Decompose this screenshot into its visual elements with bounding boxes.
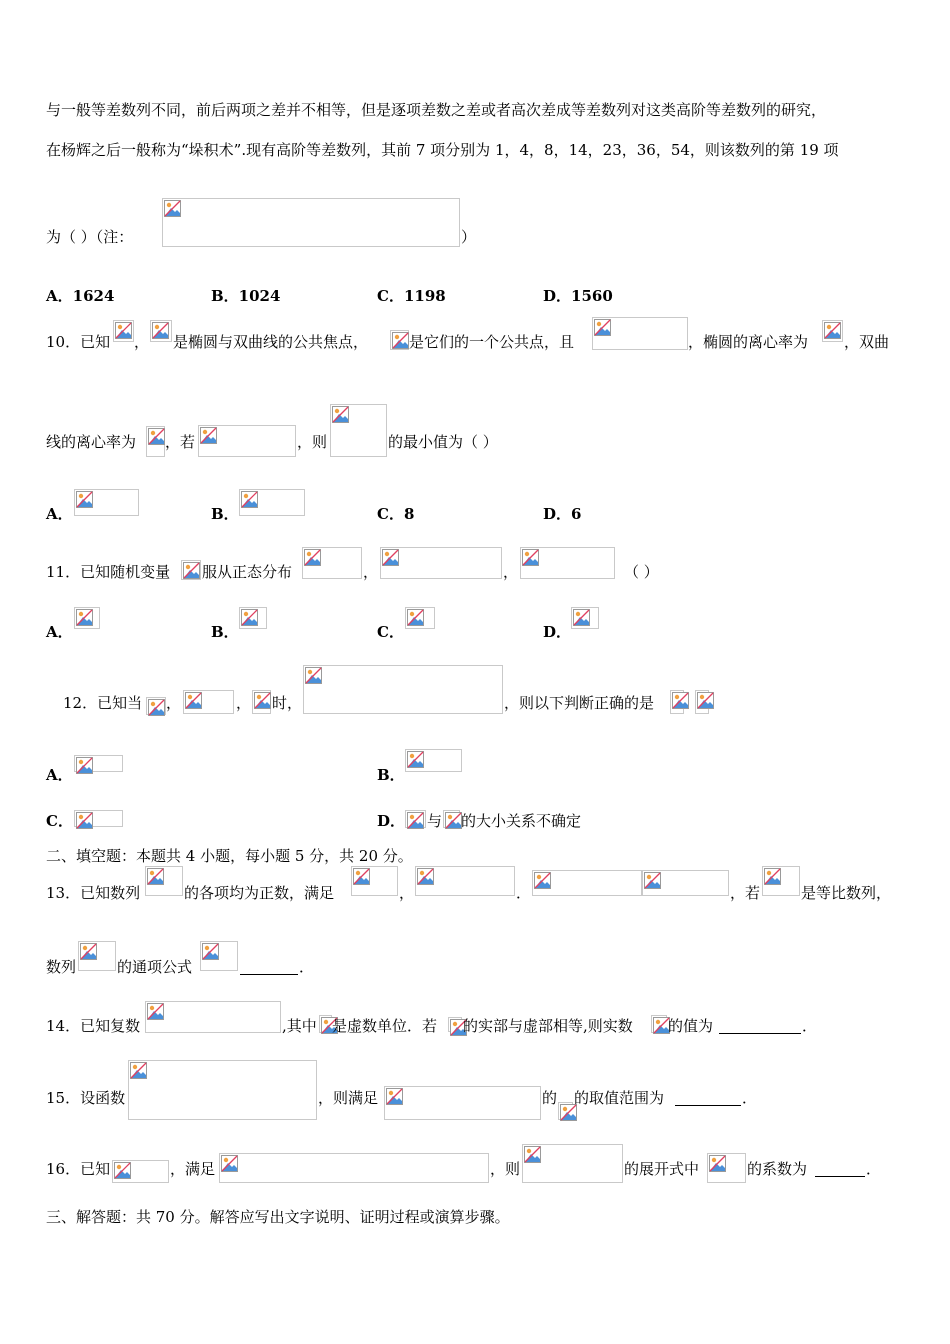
q10-option-a: A． (46, 505, 73, 523)
formula-image (558, 1102, 573, 1120)
formula-image (78, 941, 116, 971)
q13-line2-b: 的通项公式 (117, 958, 193, 976)
broken-image-icon (353, 868, 370, 885)
q12-option-d-text-b: 的大小关系不确定 (461, 812, 582, 830)
formula-image (145, 1001, 281, 1033)
broken-image-icon (305, 667, 322, 684)
formula-image (112, 1160, 169, 1183)
q10-text4: ，双曲 (844, 333, 890, 351)
formula-image (443, 810, 460, 828)
q13-comma: ， (399, 884, 415, 902)
formula-image (670, 690, 684, 714)
broken-image-icon (594, 319, 611, 336)
broken-image-icon (200, 427, 217, 444)
q9-line3-start: 为（ ）（注： (46, 228, 134, 246)
broken-image-icon (185, 692, 202, 709)
q12-comma: ， (236, 694, 252, 712)
q16-text2: ，满足 (170, 1160, 216, 1178)
q12-option-d-text-a: 与 (427, 812, 443, 830)
answer-blank[interactable] (719, 1019, 801, 1034)
formula-image (302, 547, 362, 579)
q14-text1: 14．已知复数 (46, 1017, 141, 1035)
q9-option-c: C．1198 (377, 287, 446, 305)
broken-image-icon (164, 200, 181, 217)
broken-image-icon (332, 406, 349, 423)
q13-text2: 的各项均为正数，满足 (184, 884, 335, 902)
q11-comma: ， (363, 563, 379, 581)
q9-option-a: A．1624 (46, 287, 115, 305)
broken-image-icon (114, 1162, 131, 1179)
formula-image (592, 317, 688, 350)
broken-image-icon (407, 751, 424, 768)
broken-image-icon (672, 692, 689, 709)
q13-line2-a: 数列 (46, 958, 77, 976)
q10-text2: 是它们的一个公共点，且 (409, 333, 575, 351)
q10-option-c: C．8 (377, 505, 415, 523)
q16-text6: ． (866, 1160, 882, 1178)
q11-text2: 服从正态分布 (202, 563, 293, 581)
formula-image (651, 1015, 667, 1033)
q11-option-c: C． (377, 623, 404, 641)
q13-period: ． (516, 884, 532, 902)
q10-num: 10．已知 (46, 333, 111, 351)
formula-image (319, 1015, 332, 1033)
broken-image-icon (80, 943, 97, 960)
formula-image (74, 755, 123, 772)
broken-image-icon (445, 812, 462, 829)
formula-image (74, 607, 100, 629)
q12-text3: ，则以下判断正确的是 (504, 694, 655, 712)
q11-paren: （ ） (624, 563, 659, 581)
broken-image-icon (407, 812, 424, 829)
broken-image-icon (148, 428, 165, 445)
formula-image (146, 426, 165, 457)
broken-image-icon (76, 491, 93, 508)
q10-comma: ， (134, 333, 150, 351)
q11-option-b: B． (211, 623, 239, 641)
formula-image (330, 404, 387, 457)
broken-image-icon (147, 868, 164, 885)
q16-text3: ，则 (490, 1160, 521, 1178)
formula-image (146, 697, 166, 715)
q11-text1: 11．已知随机变量 (46, 563, 171, 581)
broken-image-icon (221, 1155, 238, 1172)
formula-image (762, 866, 800, 896)
q15-text2: ，则满足 (318, 1089, 379, 1107)
formula-image (113, 320, 134, 342)
formula-image (532, 870, 642, 896)
q12-option-a: A． (46, 766, 73, 784)
formula-image (150, 320, 172, 342)
broken-image-icon (522, 549, 539, 566)
q14-text3: 是虚数单位．若 (332, 1017, 438, 1035)
broken-image-icon (392, 332, 409, 349)
formula-image (198, 425, 296, 457)
broken-image-icon (76, 609, 93, 626)
q10-line2-a: 线的离心率为 (46, 433, 137, 451)
formula-image (707, 1153, 746, 1183)
section-3-heading: 三、解答题：共 70 分。解答应写出文字说明、证明过程或演算步骤。 (46, 1208, 510, 1226)
q12-text1: 12．已知当 (63, 694, 143, 712)
formula-image (145, 866, 183, 896)
formula-image (380, 547, 502, 579)
broken-image-icon (644, 872, 661, 889)
q15-text3: 的 (542, 1089, 558, 1107)
q10-text3: ，椭圆的离心率为 (688, 333, 809, 351)
formula-image (522, 1144, 623, 1183)
broken-image-icon (241, 609, 258, 626)
q16-text1: 16．已知 (46, 1160, 111, 1178)
broken-image-icon (130, 1062, 147, 1079)
formula-image (405, 810, 426, 828)
q14-text6: ． (802, 1017, 818, 1035)
broken-image-icon (417, 868, 434, 885)
answer-blank[interactable] (815, 1162, 865, 1177)
q12-option-b: B． (377, 766, 405, 784)
broken-image-icon (407, 609, 424, 626)
q11-option-d: D． (543, 623, 572, 641)
broken-image-icon (147, 1003, 164, 1020)
formula-image (405, 749, 462, 772)
broken-image-icon (76, 757, 93, 774)
formula-image (74, 489, 139, 516)
q9-option-b: B．1024 (211, 287, 281, 305)
formula-image (822, 320, 843, 342)
broken-image-icon (386, 1088, 403, 1105)
formula-image (252, 690, 271, 714)
q9-option-d: D．1560 (543, 287, 613, 305)
broken-image-icon (148, 699, 165, 716)
formula-image (642, 870, 729, 896)
formula-image (571, 607, 599, 629)
q13-text3: ，若 (730, 884, 761, 902)
broken-image-icon (824, 322, 841, 339)
q14-text5: 的值为 (668, 1017, 714, 1035)
formula-image (390, 330, 409, 350)
answer-blank[interactable] (675, 1091, 741, 1106)
broken-image-icon (115, 322, 132, 339)
q10-option-d: D．6 (543, 505, 582, 523)
q9-line3-end: ） (461, 228, 477, 246)
q11-comma: ， (503, 563, 519, 581)
broken-image-icon (202, 943, 219, 960)
q14-text4: 的实部与虚部相等,则实数 (463, 1017, 633, 1035)
q15-text1: 15．设函数 (46, 1089, 126, 1107)
q9-line1: 与一般等差数列不同，前后两项之差并不相等，但是逐项差数之差或者高次差成等差数列对这类高阶等差数列的研究， (46, 101, 827, 119)
q9-line2: 在杨辉之后一般称为“垛积术”.现有高阶等差数列，其前 7 项分别为 1，4，8，14，23，36，54，则该数列的第 19 项 (46, 141, 839, 159)
q13-line2-c: ． (299, 958, 315, 976)
q13-text1: 13．已知数列 (46, 884, 141, 902)
broken-image-icon (382, 549, 399, 566)
formula-image (303, 665, 503, 714)
answer-blank[interactable] (240, 960, 298, 975)
q12-option-c: C． (46, 812, 73, 830)
formula-image (415, 866, 515, 896)
q16-text5: 的系数为 (747, 1160, 808, 1178)
formula-image (74, 810, 123, 827)
q15-text5: ． (742, 1089, 758, 1107)
q10-line2-c: ，则 (297, 433, 328, 451)
formula-image (351, 866, 398, 896)
broken-image-icon (709, 1155, 726, 1172)
q12-option-d: D． (377, 812, 406, 830)
formula-image (200, 941, 238, 971)
broken-image-icon (304, 549, 321, 566)
q10-line2-b: ，若 (165, 433, 196, 451)
q12-comma: ， (166, 694, 182, 712)
q11-option-a: A． (46, 623, 73, 641)
q10-line2-d: 的最小值为（ ） (388, 433, 498, 451)
formula-image (162, 198, 460, 247)
broken-image-icon (764, 868, 781, 885)
formula-image (384, 1086, 541, 1120)
formula-image (128, 1060, 317, 1120)
q14-text2: ,其中 (282, 1017, 317, 1035)
broken-image-icon (697, 692, 714, 709)
broken-image-icon (76, 812, 93, 829)
q16-text4: 的展开式中 (624, 1160, 700, 1178)
broken-image-icon (534, 872, 551, 889)
formula-image (183, 690, 234, 714)
formula-image (181, 560, 201, 580)
q10-option-b: B． (211, 505, 239, 523)
formula-image (239, 607, 267, 629)
formula-image (695, 690, 709, 714)
section-2-heading: 二、填空题：本题共 4 小题，每小题 5 分，共 20 分。 (46, 847, 413, 865)
formula-image (405, 607, 435, 629)
broken-image-icon (152, 322, 169, 339)
q15-text4: 的取值范围为 (574, 1089, 665, 1107)
q10-text1: 是椭圆与双曲线的公共焦点， (173, 333, 369, 351)
formula-image (239, 489, 305, 516)
broken-image-icon (254, 692, 271, 709)
formula-image (219, 1153, 489, 1183)
broken-image-icon (524, 1146, 541, 1163)
formula-image (520, 547, 615, 579)
broken-image-icon (183, 562, 200, 579)
q12-text2: 时， (272, 694, 303, 712)
broken-image-icon (573, 609, 590, 626)
broken-image-icon (241, 491, 258, 508)
formula-image (448, 1017, 462, 1032)
q13-text4: 是等比数列， (801, 884, 892, 902)
